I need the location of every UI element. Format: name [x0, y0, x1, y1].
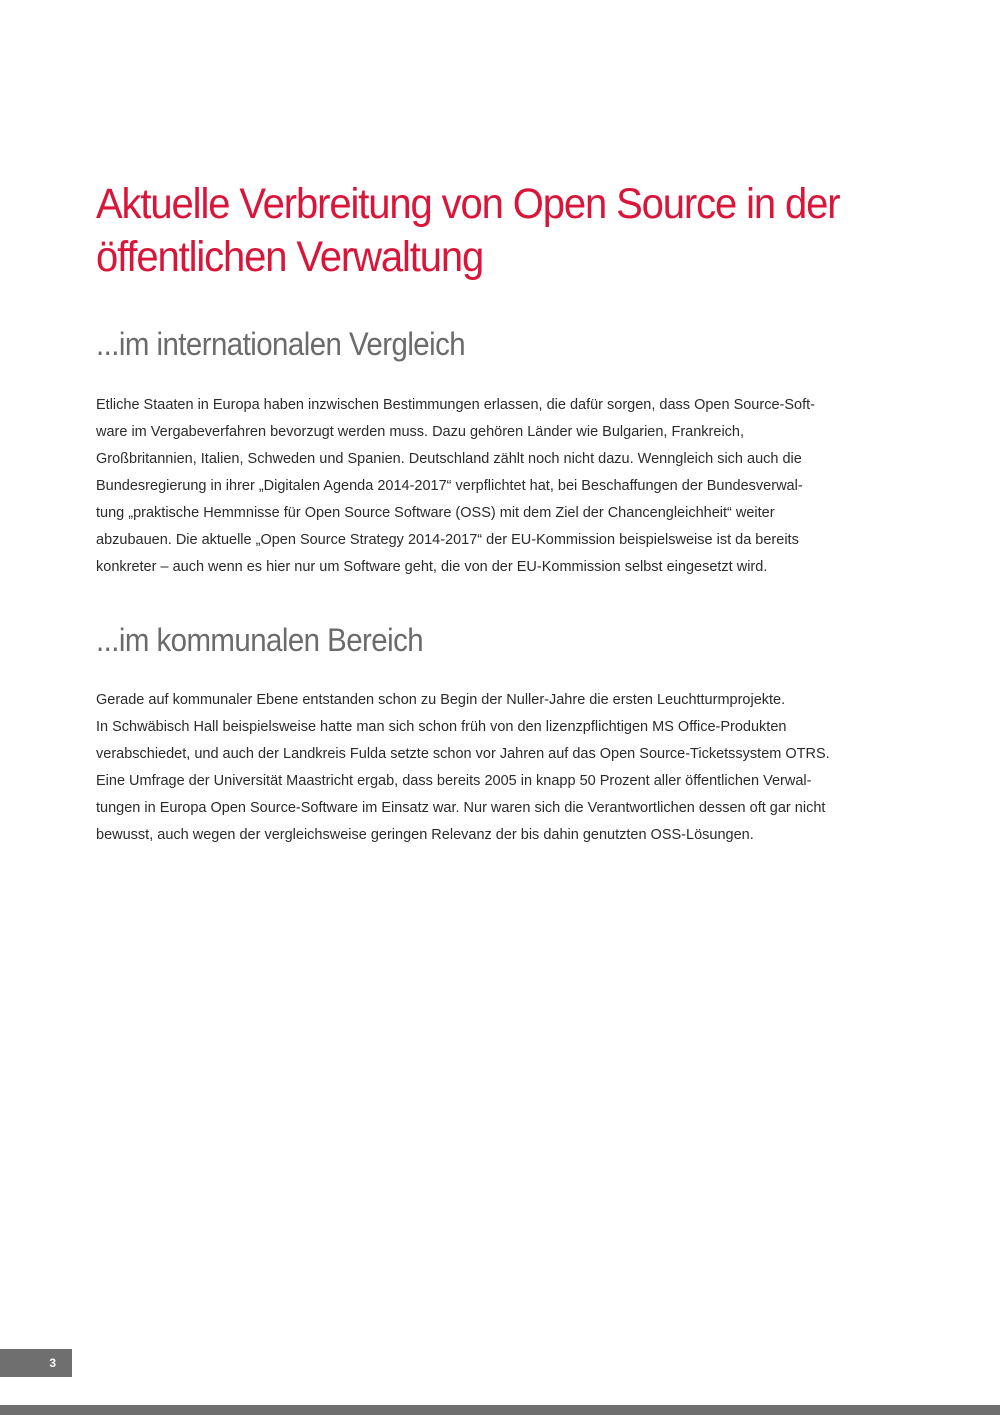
paragraph-line: verabschiedet, und auch der Landkreis Fulda setzte schon vor Jahren auf das Open Source-Ticketssystem OTRS.: [96, 746, 830, 762]
page-number: 3: [49, 1356, 56, 1370]
section-heading-communal: ...im kommunalen Bereich: [96, 622, 424, 658]
page-title-line-1: Aktuelle Verbreitung von Open Source in der: [96, 180, 840, 228]
paragraph-line: bewusst, auch wegen der vergleichsweise geringen Relevanz der bis dahin genutzten OSS-Lösungen.: [96, 827, 754, 843]
paragraph-line: Eine Umfrage der Universität Maastricht ergab, dass bereits 2005 in knapp 50 Prozent aller öffentlichen Verwal-: [96, 773, 812, 789]
footer-bar: [0, 1405, 1000, 1415]
paragraph-line: Gerade auf kommunaler Ebene entstanden schon zu Begin der Nuller-Jahre die ersten Leuchtturmprojekte.: [96, 692, 786, 708]
paragraph-line: tungen in Europa Open Source-Software im Einsatz war. Nur waren sich die Verantwortlichen dessen oft gar nicht: [96, 800, 826, 816]
paragraph-line: konkreter – auch wenn es hier nur um Software geht, die von der EU-Kommission selbst eingesetzt wird.: [96, 559, 768, 575]
section-paragraph-communal: [96, 687, 916, 849]
page-title-line-2: öffentlichen Verwaltung: [96, 233, 484, 281]
paragraph-line: ware im Vergabeverfahren bevorzugt werden muss. Dazu gehören Länder wie Bulgarien, Frankreich,: [96, 424, 745, 440]
paragraph-line: abzubauen. Die aktuelle „Open Source Strategy 2014-2017“ der EU-Kommission beispielsweise ist da bereits: [96, 532, 799, 548]
section-heading-international: ...im internationalen Vergleich: [96, 326, 466, 362]
paragraph-line: Etliche Staaten in Europa haben inzwischen Bestimmungen erlassen, die dafür sorgen, dass Open Source-Soft-: [96, 397, 815, 413]
paragraph-line: Bundesregierung in ihrer „Digitalen Agenda 2014-2017“ verpflichtet hat, bei Beschaffungen der Bundesverwal-: [96, 478, 803, 494]
page-number-badge: [0, 1349, 72, 1377]
paragraph-line: Großbritannien, Italien, Schweden und Spanien. Deutschland zählt noch nicht dazu. Wenngleich sich auch die: [96, 451, 802, 467]
section-paragraph-international: [96, 392, 916, 581]
paragraph-line: In Schwäbisch Hall beispielsweise hatte man sich schon früh von den lizenzpflichtigen MS Office-Produkten: [96, 719, 787, 735]
paragraph-line: tung „praktische Hemmnisse für Open Source Software (OSS) mit dem Ziel der Chancengleichheit“ weiter: [96, 505, 775, 521]
page-title: [96, 178, 859, 284]
